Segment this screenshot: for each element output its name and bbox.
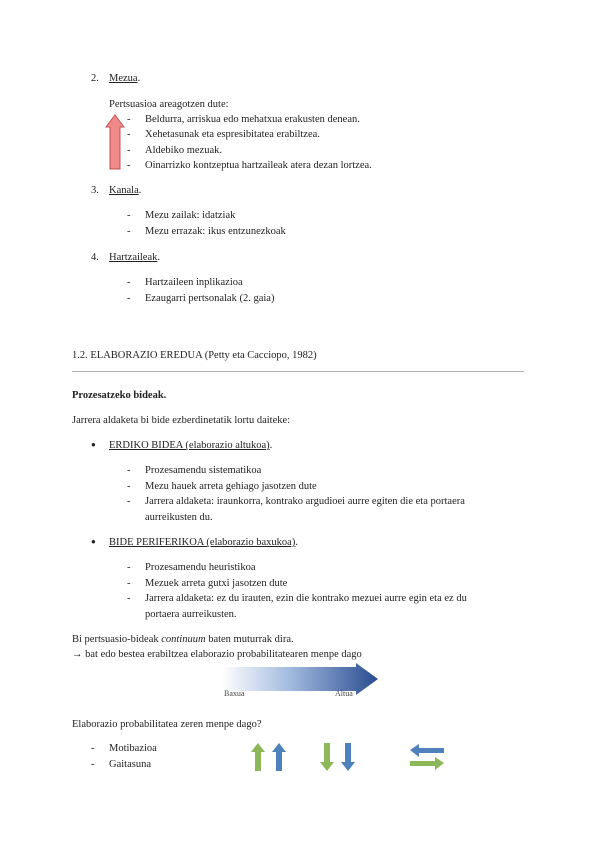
list-item: Prozesamendu heuristikoa <box>145 562 256 573</box>
list-item: Mezu hauek arreta gehiago jasotzen dute <box>145 481 317 492</box>
question: Elaborazio probabilitatea zeren menpe dago? <box>72 719 262 730</box>
section4-number: 4. <box>91 252 99 263</box>
opposite-arrows-icon <box>410 744 444 770</box>
list-dash: - <box>127 226 131 237</box>
factor-item: Motibazioa <box>109 743 157 754</box>
both-down-arrows-icon <box>320 743 360 771</box>
list-item: Beldurra, arriskua edo mehatxua erakusten denean. <box>145 114 360 125</box>
section2-number: 2. <box>91 73 99 84</box>
bullet: ● <box>91 440 96 449</box>
prozesatzeko-title: Prozesatzeko bideak. <box>72 390 167 401</box>
list-dash: - <box>127 293 131 304</box>
red-up-arrow-icon <box>104 114 126 170</box>
scale-high-label: Altua <box>335 689 353 698</box>
list-dash: - <box>127 129 131 140</box>
both-up-arrows-icon <box>251 743 291 771</box>
list-item: Mezu errazak: ikus entzunezkoak <box>145 226 286 237</box>
list-item: Mezu zailak: idatziak <box>145 210 236 221</box>
route1-title: ERDIKO BIDEA (elaborazio altukoa). <box>109 440 273 451</box>
section3-title: Kanala. <box>109 185 142 196</box>
list-dash: - <box>91 743 95 754</box>
scale-low-label: Baxua <box>224 689 245 698</box>
factor-item: Gaitasuna <box>109 759 151 770</box>
list-item: Ezaugarri pertsonalak (2. gaia) <box>145 293 275 304</box>
arrow-line: → bat edo bestea erabiltzea elaborazio probabilitatearen menpe dago <box>72 649 362 660</box>
list-item-continued: portaera aurreikusten. <box>145 609 237 620</box>
list-item: Xehetasunak eta espresibitatea erabiltzea. <box>145 129 320 140</box>
list-dash: - <box>127 465 131 476</box>
list-dash: - <box>127 160 131 171</box>
heading-divider <box>72 371 524 372</box>
intro-line: Jarrera aldaketa bi bide ezberdinetatik lortu daiteke: <box>72 415 291 426</box>
list-dash: - <box>127 114 131 125</box>
list-dash: - <box>127 210 131 221</box>
bullet: ● <box>91 537 96 546</box>
list-item: Jarrera aldaketa: ez du irauten, ezin die kontrako mezuei aurre egin eta ez du <box>145 593 467 604</box>
list-dash: - <box>91 759 95 770</box>
list-dash: - <box>127 145 131 156</box>
list-dash: - <box>127 277 131 288</box>
list-item: Prozesamendu sistematikoa <box>145 465 262 476</box>
list-item-continued: aurreikusten du. <box>145 512 213 523</box>
list-item: Oinarrizko kontzeptua hartzaileak atera dezan lortzea. <box>145 160 372 171</box>
list-dash: - <box>127 578 131 589</box>
section2-intro: Pertsuasioa areagotzen dute: <box>109 99 229 110</box>
list-dash: - <box>127 593 131 604</box>
section4-title: Hartzaileak. <box>109 252 161 263</box>
section2-title: Mezua. <box>109 73 141 84</box>
list-dash: - <box>127 496 131 507</box>
list-dash: - <box>127 481 131 492</box>
section-heading: 1.2. ELABORAZIO EREDUA (Petty eta Cacciopo, 1982) <box>72 350 317 361</box>
low-high-scale-arrow <box>222 663 378 697</box>
section3-number: 3. <box>91 185 99 196</box>
list-item: Aldebiko mezuak. <box>145 145 222 156</box>
list-item: Hartzaileen inplikazioa <box>145 277 243 288</box>
list-item: Jarrera aldaketa: iraunkorra, kontrako argudioei aurre egiten die eta portaera <box>145 496 465 507</box>
list-dash: - <box>127 562 131 573</box>
route2-title: BIDE PERIFERIKOA (elaborazio baxukoa). <box>109 537 298 548</box>
continuum-line: Bi pertsuasio-bideak continuum baten muturrak dira. <box>72 634 294 645</box>
list-item: Mezuek arreta gutxi jasotzen dute <box>145 578 288 589</box>
